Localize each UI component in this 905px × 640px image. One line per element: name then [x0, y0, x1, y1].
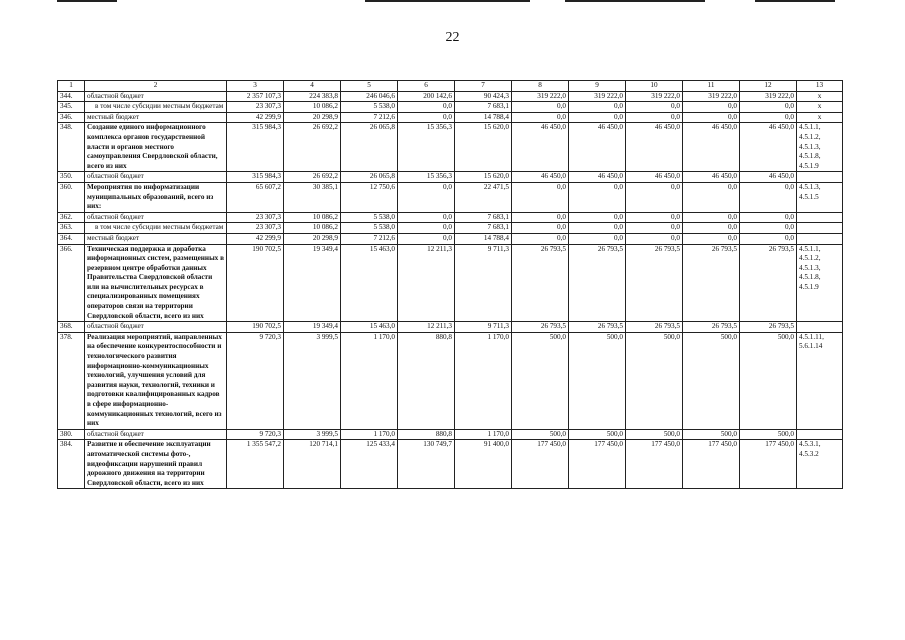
- row-number: 384.: [58, 440, 85, 489]
- value-cell: 1 170,0: [455, 332, 512, 429]
- value-cell: 65 607,2: [227, 182, 284, 212]
- value-cell: 7 212,6: [341, 112, 398, 123]
- row-number: 348.: [58, 123, 85, 172]
- value-cell: 15 356,3: [398, 123, 455, 172]
- row-description: Реализация мероприятий, направленных на обеспечение конкурентоспособности и технологического развития информационно-коммуникационных технологий, улучшения условий для развития науки, технологий, техники и подготовки квалифицированных кадров в сфере информационно-коммуникационных технологий, всего из них: [85, 332, 227, 429]
- value-cell: 26 793,5: [512, 244, 569, 322]
- value-cell: 15 463,0: [341, 244, 398, 322]
- value-cell: 7 683,1: [455, 102, 512, 113]
- top-rule-far-right: [755, 0, 835, 2]
- header-cell-6: 6: [398, 81, 455, 92]
- value-cell: 90 424,3: [455, 91, 512, 102]
- row-number: 362.: [58, 212, 85, 223]
- value-cell: 0,0: [626, 112, 683, 123]
- header-cell-9: 9: [569, 81, 626, 92]
- value-cell: 500,0: [683, 332, 740, 429]
- value-cell: 177 450,0: [683, 440, 740, 489]
- value-cell: 500,0: [626, 332, 683, 429]
- value-cell: 0,0: [512, 182, 569, 212]
- target-code: 4.5.1.1, 4.5.1.2, 4.5.1.3, 4.5.1.8, 4.5.1.9: [797, 244, 843, 322]
- table-row: [58, 244, 843, 322]
- value-cell: 0,0: [626, 182, 683, 212]
- value-cell: 19 349,4: [284, 244, 341, 322]
- top-rule-left: [57, 0, 117, 2]
- table-row: [58, 322, 843, 333]
- value-cell: 14 788,4: [455, 112, 512, 123]
- target-code: [797, 233, 843, 244]
- value-cell: 46 450,0: [512, 123, 569, 172]
- value-cell: 0,0: [740, 233, 797, 244]
- value-cell: 0,0: [626, 223, 683, 234]
- value-cell: 500,0: [512, 429, 569, 440]
- value-cell: 0,0: [398, 102, 455, 113]
- value-cell: 15 356,3: [398, 172, 455, 183]
- value-cell: 0,0: [569, 102, 626, 113]
- value-cell: 26 065,8: [341, 123, 398, 172]
- value-cell: 5 538,0: [341, 223, 398, 234]
- value-cell: 190 702,5: [227, 244, 284, 322]
- table-row: [58, 123, 843, 172]
- row-number: 350.: [58, 172, 85, 183]
- value-cell: 500,0: [683, 429, 740, 440]
- row-description: в том числе субсидии местным бюджетам: [85, 102, 227, 113]
- value-cell: 0,0: [398, 112, 455, 123]
- value-cell: 0,0: [569, 182, 626, 212]
- target-code: [797, 212, 843, 223]
- value-cell: 0,0: [398, 223, 455, 234]
- value-cell: 26 692,2: [284, 123, 341, 172]
- value-cell: 5 538,0: [341, 102, 398, 113]
- value-cell: 7 212,6: [341, 233, 398, 244]
- value-cell: 0,0: [683, 102, 740, 113]
- row-description: местный бюджет: [85, 112, 227, 123]
- value-cell: 319 222,0: [512, 91, 569, 102]
- value-cell: 3 999,5: [284, 429, 341, 440]
- target-code: х: [797, 112, 843, 123]
- row-description: местный бюджет: [85, 233, 227, 244]
- value-cell: 26 793,5: [512, 322, 569, 333]
- table-row: [58, 429, 843, 440]
- table-row: [58, 332, 843, 429]
- row-number: 380.: [58, 429, 85, 440]
- header-cell-4: 4: [284, 81, 341, 92]
- target-code: х: [797, 91, 843, 102]
- row-description: областной бюджет: [85, 212, 227, 223]
- value-cell: 0,0: [398, 233, 455, 244]
- header-cell-1: 1: [58, 81, 85, 92]
- value-cell: 10 086,2: [284, 212, 341, 223]
- value-cell: 30 385,1: [284, 182, 341, 212]
- value-cell: 2 357 107,3: [227, 91, 284, 102]
- value-cell: 0,0: [683, 212, 740, 223]
- table-row: [58, 212, 843, 223]
- value-cell: 0,0: [683, 223, 740, 234]
- value-cell: 500,0: [740, 332, 797, 429]
- value-cell: 20 298,9: [284, 233, 341, 244]
- value-cell: 246 046,6: [341, 91, 398, 102]
- value-cell: 26 793,5: [626, 322, 683, 333]
- header-cell-2: 2: [85, 81, 227, 92]
- value-cell: 42 299,9: [227, 233, 284, 244]
- value-cell: 26 065,8: [341, 172, 398, 183]
- top-rule-right: [565, 0, 705, 2]
- value-cell: 10 086,2: [284, 223, 341, 234]
- value-cell: 0,0: [512, 223, 569, 234]
- value-cell: 500,0: [740, 429, 797, 440]
- target-code: 4.5.3.1, 4.5.3.2: [797, 440, 843, 489]
- target-code: 4.5.1.1, 4.5.1.2, 4.5.1.3, 4.5.1.8, 4.5.1.9: [797, 123, 843, 172]
- table-row: [58, 440, 843, 489]
- value-cell: 0,0: [740, 223, 797, 234]
- row-description: Создание единого информационного комплекса органов государственной власти и органов местного самоуправления Свердловской области, всего из них: [85, 123, 227, 172]
- table-row: [58, 112, 843, 123]
- value-cell: 26 692,2: [284, 172, 341, 183]
- value-cell: 0,0: [683, 233, 740, 244]
- value-cell: 15 620,0: [455, 123, 512, 172]
- value-cell: 46 450,0: [683, 123, 740, 172]
- header-cell-10: 10: [626, 81, 683, 92]
- value-cell: 0,0: [398, 212, 455, 223]
- value-cell: 200 142,6: [398, 91, 455, 102]
- value-cell: 15 620,0: [455, 172, 512, 183]
- value-cell: 12 750,6: [341, 182, 398, 212]
- header-cell-8: 8: [512, 81, 569, 92]
- header-cell-3: 3: [227, 81, 284, 92]
- value-cell: 46 450,0: [569, 123, 626, 172]
- value-cell: 0,0: [512, 112, 569, 123]
- value-cell: 23 307,3: [227, 102, 284, 113]
- value-cell: 177 450,0: [626, 440, 683, 489]
- value-cell: 0,0: [569, 112, 626, 123]
- target-code: [797, 322, 843, 333]
- value-cell: 319 222,0: [569, 91, 626, 102]
- value-cell: 0,0: [512, 102, 569, 113]
- value-cell: 1 170,0: [455, 429, 512, 440]
- header-cell-5: 5: [341, 81, 398, 92]
- value-cell: 1 170,0: [341, 332, 398, 429]
- value-cell: 9 720,3: [227, 332, 284, 429]
- value-cell: 319 222,0: [683, 91, 740, 102]
- value-cell: 26 793,5: [683, 244, 740, 322]
- header-cell-13: 13: [797, 81, 843, 92]
- value-cell: 9 711,3: [455, 244, 512, 322]
- row-description: в том числе субсидии местным бюджетам: [85, 223, 227, 234]
- value-cell: 0,0: [740, 112, 797, 123]
- value-cell: 0,0: [569, 223, 626, 234]
- row-description: Развитие и обеспечение эксплуатации автоматической системы фото-, видеофиксации нарушений правил дорожного движения на территории Свердловской области, всего из них: [85, 440, 227, 489]
- header-row: [58, 81, 843, 92]
- value-cell: 26 793,5: [740, 322, 797, 333]
- target-code: [797, 223, 843, 234]
- row-number: 378.: [58, 332, 85, 429]
- header-cell-12: 12: [740, 81, 797, 92]
- value-cell: 46 450,0: [626, 123, 683, 172]
- value-cell: 1 355 547,2: [227, 440, 284, 489]
- value-cell: 26 793,5: [740, 244, 797, 322]
- value-cell: 5 538,0: [341, 212, 398, 223]
- value-cell: 500,0: [569, 429, 626, 440]
- target-code: 4.5.1.3, 4.5.1.5: [797, 182, 843, 212]
- value-cell: 177 450,0: [569, 440, 626, 489]
- value-cell: 880,8: [398, 332, 455, 429]
- value-cell: 0,0: [740, 182, 797, 212]
- row-number: 368.: [58, 322, 85, 333]
- row-number: 364.: [58, 233, 85, 244]
- table-row: [58, 102, 843, 113]
- row-description: областной бюджет: [85, 91, 227, 102]
- value-cell: 46 450,0: [569, 172, 626, 183]
- value-cell: 0,0: [512, 212, 569, 223]
- value-cell: 46 450,0: [740, 123, 797, 172]
- value-cell: 0,0: [740, 102, 797, 113]
- table-row: [58, 172, 843, 183]
- value-cell: 315 984,3: [227, 123, 284, 172]
- value-cell: 26 793,5: [626, 244, 683, 322]
- value-cell: 7 683,1: [455, 223, 512, 234]
- value-cell: 319 222,0: [740, 91, 797, 102]
- value-cell: 125 433,4: [341, 440, 398, 489]
- row-description: Техническая поддержка и доработка информационных систем, размещенных в резервном центре обработки данных Правительства Свердловской области или на вычислительных ресурсах в специализированных помещениях операторов связи на территории Свердловской области, всего из них: [85, 244, 227, 322]
- table-row: [58, 91, 843, 102]
- value-cell: 120 714,1: [284, 440, 341, 489]
- row-number: 344.: [58, 91, 85, 102]
- target-code: [797, 172, 843, 183]
- target-code: х: [797, 102, 843, 113]
- value-cell: 26 793,5: [569, 322, 626, 333]
- value-cell: 190 702,5: [227, 322, 284, 333]
- value-cell: 177 450,0: [740, 440, 797, 489]
- value-cell: 26 793,5: [569, 244, 626, 322]
- table-row: [58, 223, 843, 234]
- value-cell: 12 211,3: [398, 244, 455, 322]
- value-cell: 880,8: [398, 429, 455, 440]
- value-cell: 0,0: [626, 102, 683, 113]
- value-cell: 19 349,4: [284, 322, 341, 333]
- value-cell: 1 170,0: [341, 429, 398, 440]
- value-cell: 0,0: [512, 233, 569, 244]
- value-cell: 46 450,0: [626, 172, 683, 183]
- value-cell: 0,0: [398, 182, 455, 212]
- value-cell: 500,0: [569, 332, 626, 429]
- row-number: 366.: [58, 244, 85, 322]
- row-description: областной бюджет: [85, 322, 227, 333]
- value-cell: 42 299,9: [227, 112, 284, 123]
- page-number: 22: [445, 30, 460, 45]
- value-cell: 0,0: [683, 112, 740, 123]
- value-cell: 12 211,3: [398, 322, 455, 333]
- table-row: [58, 182, 843, 212]
- row-description: Мероприятия по информатизации муниципальных образований, всего из них:: [85, 182, 227, 212]
- header-cell-7: 7: [455, 81, 512, 92]
- row-description: областной бюджет: [85, 429, 227, 440]
- target-code: [797, 429, 843, 440]
- value-cell: 315 984,3: [227, 172, 284, 183]
- value-cell: 319 222,0: [626, 91, 683, 102]
- value-cell: 7 683,1: [455, 212, 512, 223]
- value-cell: 46 450,0: [512, 172, 569, 183]
- value-cell: 9 711,3: [455, 322, 512, 333]
- value-cell: 0,0: [626, 233, 683, 244]
- row-number: 346.: [58, 112, 85, 123]
- row-number: 360.: [58, 182, 85, 212]
- row-number: 345.: [58, 102, 85, 113]
- value-cell: 91 400,0: [455, 440, 512, 489]
- value-cell: 46 450,0: [740, 172, 797, 183]
- row-number: 363.: [58, 223, 85, 234]
- value-cell: 224 383,8: [284, 91, 341, 102]
- top-rule-middle: [365, 0, 530, 2]
- value-cell: 23 307,3: [227, 212, 284, 223]
- value-cell: 130 749,7: [398, 440, 455, 489]
- value-cell: 9 720,3: [227, 429, 284, 440]
- value-cell: 10 086,2: [284, 102, 341, 113]
- table-row: [58, 233, 843, 244]
- value-cell: 0,0: [569, 233, 626, 244]
- value-cell: 3 999,5: [284, 332, 341, 429]
- value-cell: 177 450,0: [512, 440, 569, 489]
- value-cell: 500,0: [626, 429, 683, 440]
- value-cell: 20 298,9: [284, 112, 341, 123]
- value-cell: 23 307,3: [227, 223, 284, 234]
- value-cell: 14 788,4: [455, 233, 512, 244]
- value-cell: 22 471,5: [455, 182, 512, 212]
- value-cell: 0,0: [569, 212, 626, 223]
- row-description: областной бюджет: [85, 172, 227, 183]
- value-cell: 0,0: [626, 212, 683, 223]
- value-cell: 26 793,5: [683, 322, 740, 333]
- value-cell: 500,0: [512, 332, 569, 429]
- value-cell: 15 463,0: [341, 322, 398, 333]
- value-cell: 0,0: [683, 182, 740, 212]
- value-cell: 0,0: [740, 212, 797, 223]
- header-cell-11: 11: [683, 81, 740, 92]
- budget-table: [57, 80, 843, 489]
- value-cell: 46 450,0: [683, 172, 740, 183]
- target-code: 4.5.1.11, 5.6.1.14: [797, 332, 843, 429]
